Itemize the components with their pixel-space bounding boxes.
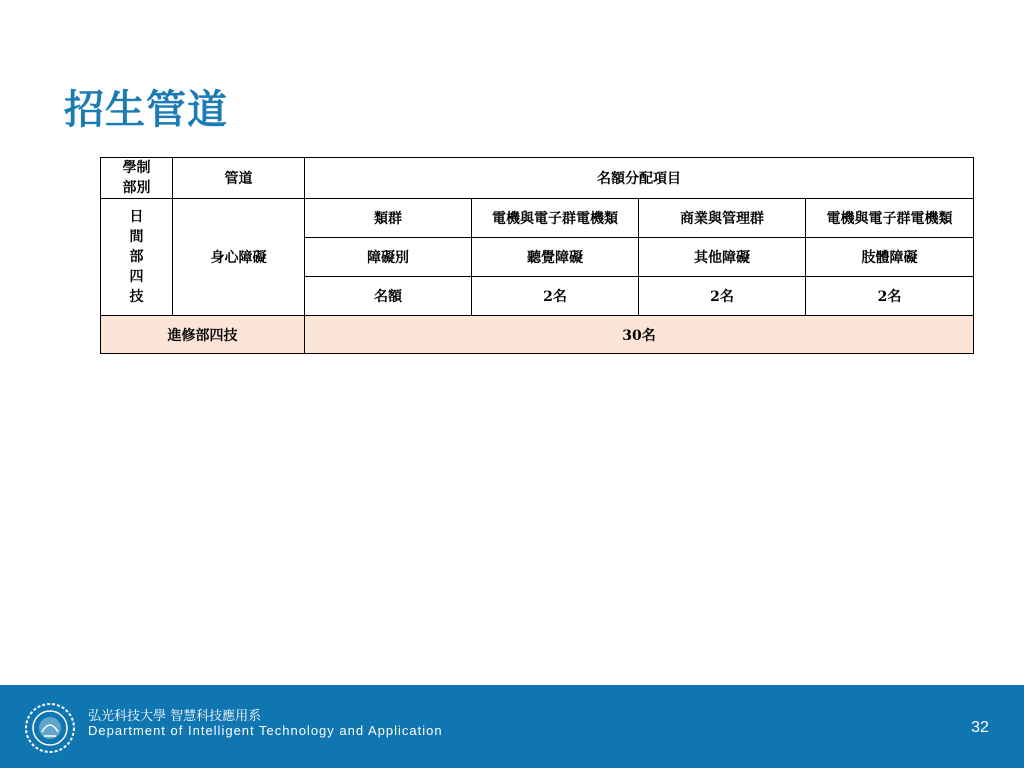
table-row-groups bbox=[101, 199, 974, 238]
page-number: 32 bbox=[971, 719, 989, 736]
day-division-char: 間 bbox=[129, 229, 144, 245]
disability-cell: 肢體障礙 bbox=[806, 238, 974, 277]
quota-label-cell: 名額 bbox=[305, 277, 472, 316]
evening-division-cell: 進修部四技 bbox=[101, 316, 305, 354]
table-header-row bbox=[101, 158, 974, 199]
quota-cell: 2名 bbox=[472, 277, 639, 316]
evening-quota-cell: 30名 bbox=[305, 316, 974, 354]
quota-cell: 2名 bbox=[806, 277, 974, 316]
slide-title: 招生管道 bbox=[64, 87, 228, 133]
group-cell: 商業與管理群 bbox=[639, 199, 806, 238]
university-seal-icon bbox=[24, 702, 76, 754]
admission-quota-table bbox=[100, 157, 974, 354]
system-header-text: 學制 bbox=[122, 160, 151, 176]
table-row-evening bbox=[101, 316, 974, 354]
dept-header-text: 部別 bbox=[122, 180, 151, 196]
footer-department-english: Department of Intelligent Technology and Application bbox=[88, 723, 443, 738]
day-division-char: 四 bbox=[129, 269, 144, 285]
disability-cell: 聽覺障礙 bbox=[472, 238, 639, 277]
quota-cell: 2名 bbox=[639, 277, 806, 316]
day-division-char: 部 bbox=[129, 249, 144, 265]
group-cell: 電機與電子群電機類 bbox=[472, 199, 639, 238]
day-division-char: 日 bbox=[129, 209, 144, 225]
disability-cell: 其他障礙 bbox=[639, 238, 806, 277]
group-cell: 電機與電子群電機類 bbox=[806, 199, 974, 238]
day-division-cell bbox=[101, 199, 173, 316]
disability-label-cell: 障礙別 bbox=[305, 238, 472, 277]
footer-bar bbox=[0, 685, 1024, 768]
day-division-char: 技 bbox=[129, 289, 144, 305]
system-dept-header-cell bbox=[101, 158, 173, 199]
footer-school-name: 弘光科技大學 智慧科技應用系 bbox=[88, 709, 262, 724]
allocation-header-cell: 名額分配項目 bbox=[305, 158, 974, 199]
group-label-cell: 類群 bbox=[305, 199, 472, 238]
channel-header-cell: 管道 bbox=[173, 158, 305, 199]
disability-channel-cell: 身心障礙 bbox=[173, 199, 305, 316]
